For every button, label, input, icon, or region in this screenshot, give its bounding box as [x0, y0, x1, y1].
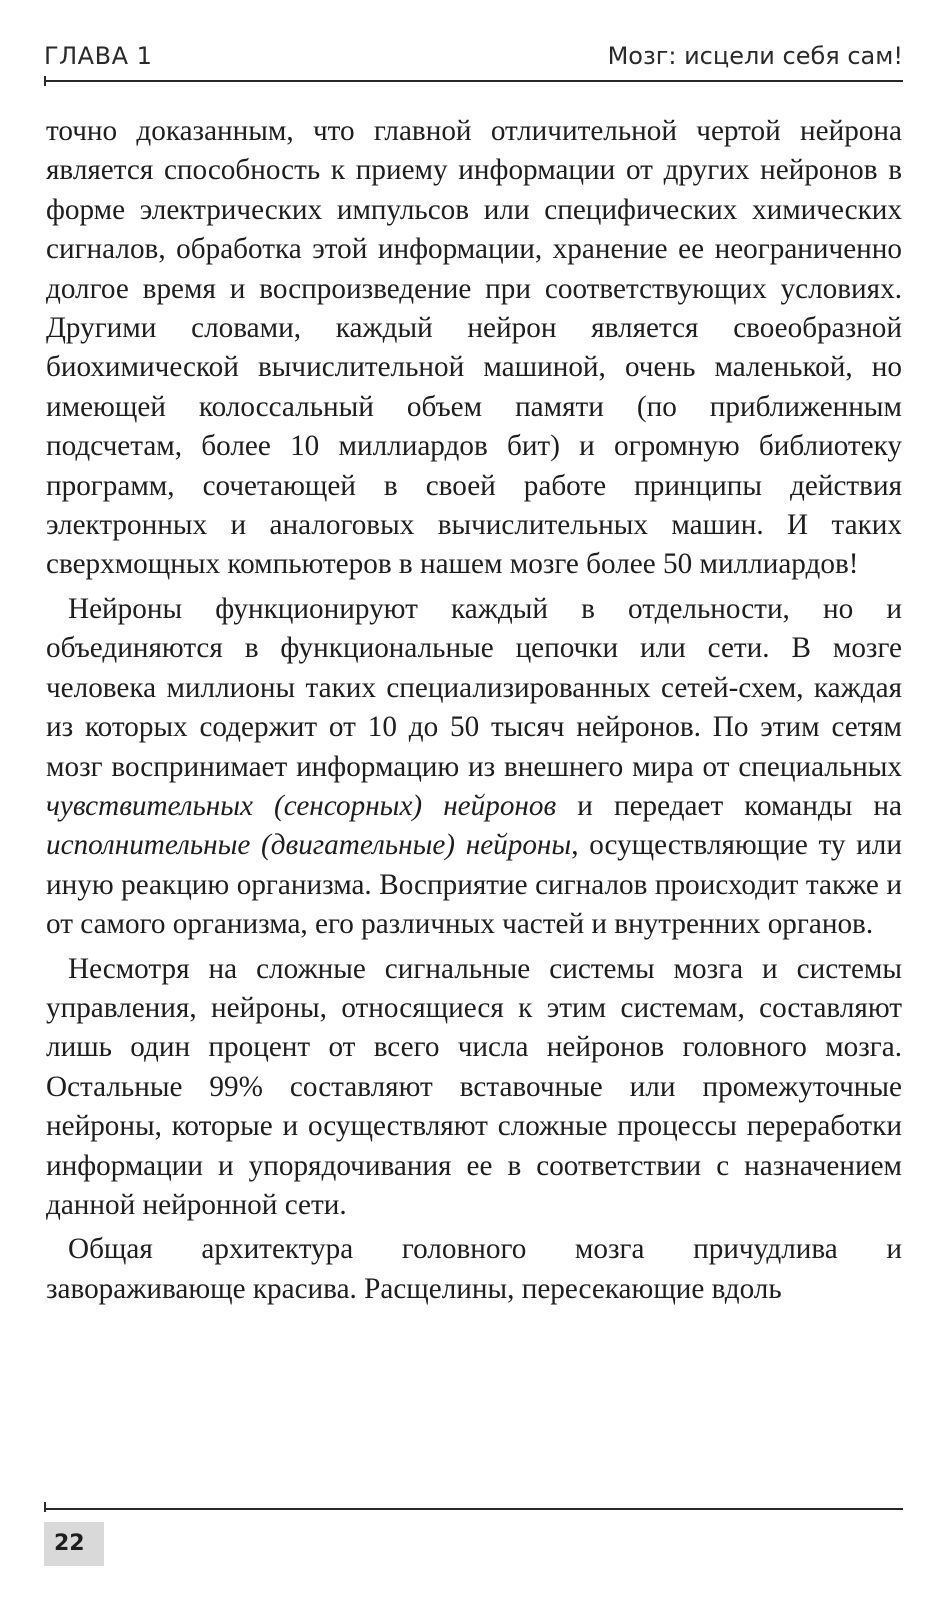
paragraph-2 [46, 590, 902, 945]
page-body [46, 112, 902, 1309]
page-number: 22 [44, 1522, 104, 1566]
header-rule [44, 80, 903, 82]
sensory-neurons-term: чувствительных (сенсорных) нейронов [46, 789, 557, 822]
paragraph-4: Общая архитектура головного мозга причудлива и завораживающе красива. Расщелины, пересекающие вдоль [46, 1233, 902, 1305]
paragraph-2-part-b: и передает команды на [556, 789, 902, 822]
footer-rule [44, 1508, 903, 1510]
paragraph-3: Несмотря на сложные сигнальные системы мозга и системы управления, нейроны, относящиеся к этим системам, составляют лишь один процент от всего числа нейронов головного мозга. Остальные 99% составляют вставочные или промежуточные нейроны, которые и осуществляют сложные процессы переработки информации и упорядочивания ее в соответствии с назначением данной нейронной сети. [46, 952, 902, 1221]
motor-neurons-term: исполнительные (двигательные) нейроны [46, 829, 572, 862]
paragraph-1: точно доказанным, что главной отличительной чертой нейрона является способность к приему информации от других нейронов в форме электрических импульсов или специфических химических сигналов, обработка этой информации, хранение ее неограниченно долгое время и воспроизведение при соответствующих условиях. Другими словами, каждый нейрон является своеобразной биохимической вычислительной машиной, очень маленькой, но имеющей колоссальный объем памяти (по приближенным подсчетам, более 10 миллиардов бит) и огромную библиотеку программ, сочетающей в своей работе принципы действия электронных и аналоговых вычислительных машин. И таких сверхмощных компьютеров в нашем мозге более 50 миллиардов! [46, 115, 902, 581]
paragraph-2-part-a: Нейроны функционируют каждый в отдельности, но и объединяются в функциональные цепочки или сети. В мозге человека миллионы таких специализированных сетей-схем, каждая из которых содержит от 10 до 50 тысяч нейронов. По этим сетям мозг воспринимает информацию из внешнего мира от специальных [46, 592, 902, 783]
header-rule-tick [44, 76, 46, 86]
book-title: Мозг: исцели себя сам! [607, 42, 903, 70]
footer-rule-tick [44, 1502, 46, 1512]
chapter-label: ГЛАВА 1 [44, 42, 153, 70]
paragraph-2-part-c: , осуществляющие ту или иную реакцию организма. Восприятие сигналов происходит также и от самого организма, его различных частей и внутренних органов. [46, 829, 902, 941]
running-header [44, 38, 903, 74]
